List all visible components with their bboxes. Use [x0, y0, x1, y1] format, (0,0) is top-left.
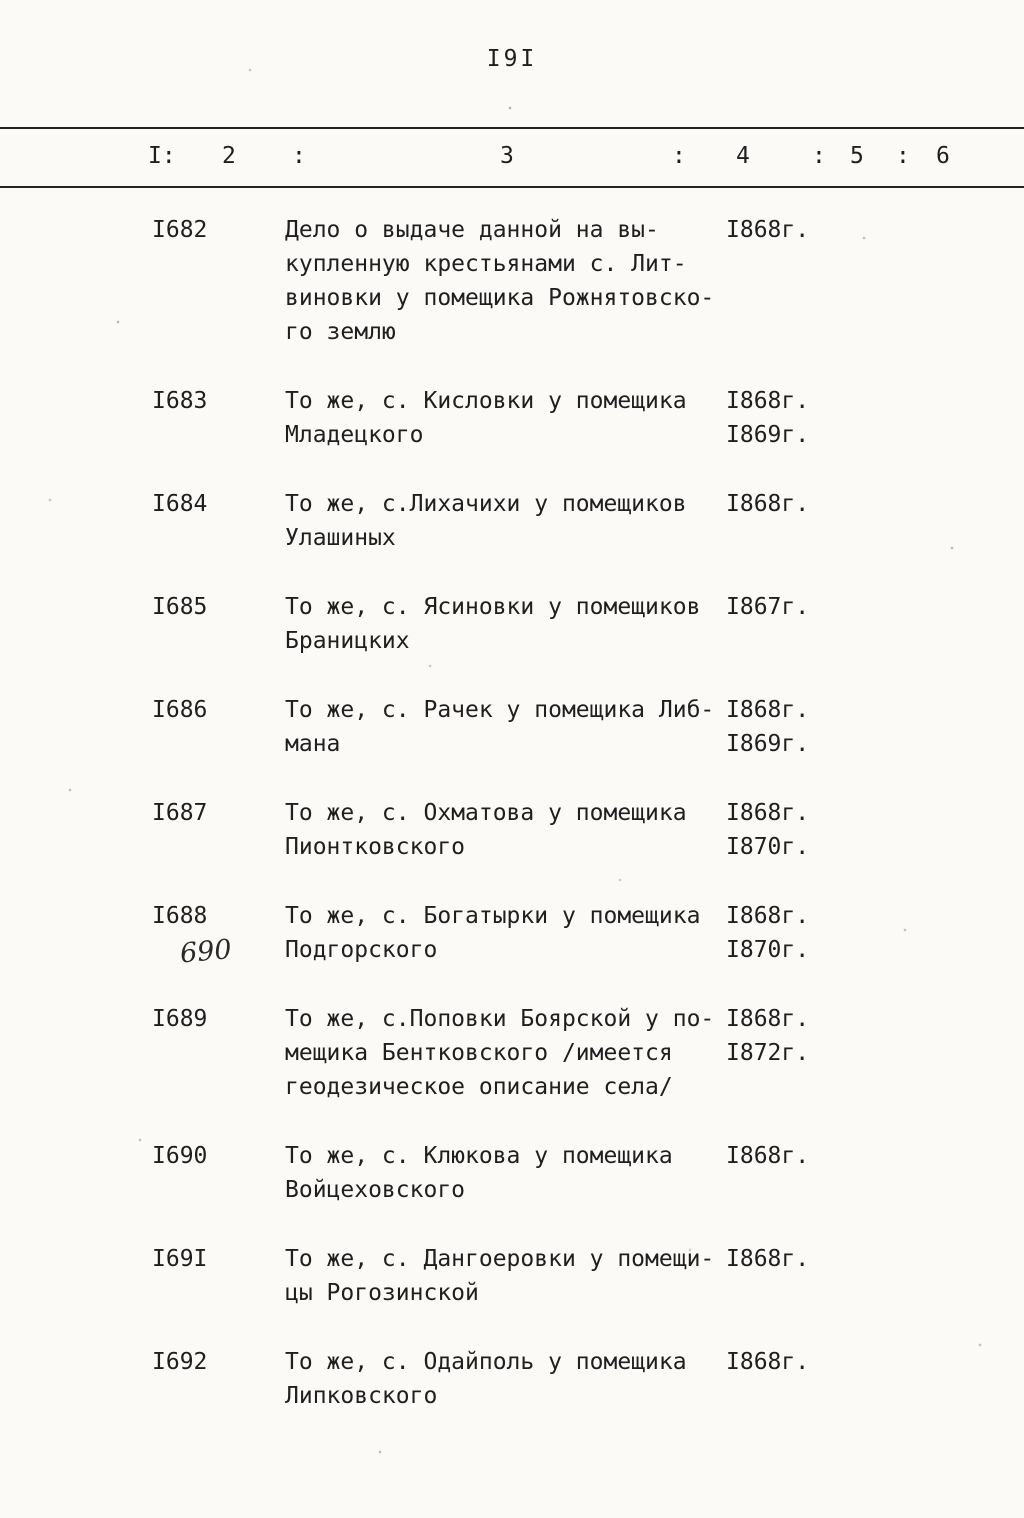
entry-number: I689 — [152, 1006, 208, 1032]
description-line: То же, с. Дангоеровки у помещи- — [285, 1246, 715, 1272]
entry-description — [285, 1345, 720, 1413]
date-line: I869г. — [726, 731, 810, 757]
date-line: I868г. — [726, 1349, 810, 1375]
table-header-rule — [0, 186, 1024, 188]
description-line: То же, с. Рачек у помещика Либ- — [285, 697, 715, 723]
entry-number-cell — [152, 1242, 285, 1276]
description-line: Улашиных — [285, 525, 396, 551]
date-line: I868г. — [726, 217, 810, 243]
entries — [0, 213, 1024, 1448]
entry-number: I692 — [152, 1349, 208, 1375]
entry-number-cell — [152, 796, 285, 830]
entry-dates — [726, 899, 809, 967]
description-line: То же, с. Ясиновки у помещиков — [285, 594, 701, 620]
date-line: I872г. — [726, 1040, 810, 1066]
header-cell-4: 4 — [736, 143, 750, 169]
table-row — [0, 693, 1024, 761]
entry-number: I690 — [152, 1143, 208, 1169]
date-line: I868г. — [726, 1246, 810, 1272]
entry-dates — [726, 384, 809, 452]
description-line: Дело о выдаче данной на вы- — [285, 217, 659, 243]
date-line: I868г. — [726, 491, 810, 517]
date-line: I867г. — [726, 594, 810, 620]
header-cell-1: I: — [148, 143, 176, 169]
header-separator: : — [672, 143, 686, 169]
description-line: мана — [285, 731, 341, 757]
entry-dates — [726, 693, 809, 761]
description-line: Младецкого — [285, 422, 424, 448]
header-cell-3: 3 — [500, 143, 514, 169]
table-header — [0, 143, 1024, 177]
description-line: цы Рогозинской — [285, 1280, 479, 1306]
header-separator: : — [812, 143, 826, 169]
entry-number-cell — [152, 590, 285, 624]
date-line: I868г. — [726, 903, 810, 929]
description-line: То же, с.Поповки Боярской у по- — [285, 1006, 715, 1032]
description-line: Липковского — [285, 1383, 438, 1409]
entry-dates — [726, 1345, 809, 1379]
entry-dates — [726, 1139, 809, 1173]
description-line: го землю — [285, 319, 396, 345]
date-line: I869г. — [726, 422, 810, 448]
entry-number-cell — [152, 1002, 285, 1036]
entry-dates — [726, 1242, 809, 1276]
description-line: То же, с. Клюкова у помещика — [285, 1143, 673, 1169]
table-row — [0, 899, 1024, 970]
table-row — [0, 796, 1024, 864]
table-row — [0, 213, 1024, 349]
header-cell-5: 5 — [850, 143, 864, 169]
entry-number-cell — [152, 213, 285, 247]
date-line: I870г. — [726, 834, 810, 860]
entry-dates — [726, 487, 809, 521]
entry-number: I682 — [152, 217, 208, 243]
table-row — [0, 1242, 1024, 1310]
entry-number: I686 — [152, 697, 208, 723]
date-line: I868г. — [726, 1143, 810, 1169]
page-number: I9I — [486, 46, 538, 72]
date-line: I868г. — [726, 1006, 810, 1032]
table-top-rule — [0, 127, 1024, 129]
description-line: То же, с. Богатырки у помещика — [285, 903, 701, 929]
table-row — [0, 487, 1024, 555]
description-line: мещика Бентковского /имеется — [285, 1040, 673, 1066]
date-line: I868г. — [726, 388, 810, 414]
entry-description — [285, 1002, 720, 1104]
description-line: То же, с.Лихачихи у помещиков — [285, 491, 687, 517]
table-row — [0, 1002, 1024, 1104]
handwritten-annotation: 690 — [178, 934, 233, 970]
header-cell-6: 6 — [936, 143, 950, 169]
description-line: То же, с. Охматова у помещика — [285, 800, 687, 826]
entry-dates — [726, 1002, 809, 1070]
description-line: Пионтковского — [285, 834, 466, 860]
entry-number: I685 — [152, 594, 208, 620]
entry-number-cell — [152, 1345, 285, 1379]
description-line: купленную крестьянами с. Лит- — [285, 251, 687, 277]
entry-description — [285, 1242, 720, 1310]
entry-number: I687 — [152, 800, 208, 826]
entry-description — [285, 487, 720, 555]
entry-number: I683 — [152, 388, 208, 414]
header-separator: : — [896, 143, 910, 169]
entry-description — [285, 899, 720, 967]
header-cell-2: 2 — [222, 143, 236, 169]
entry-dates — [726, 213, 809, 247]
description-line: То же, с. Кисловки у помещика — [285, 388, 687, 414]
description-line: Подгорского — [285, 937, 438, 963]
description-line: Войцеховского — [285, 1177, 466, 1203]
entry-number-cell — [152, 1139, 285, 1173]
date-line: I868г. — [726, 697, 810, 723]
entry-number-cell — [152, 487, 285, 521]
entry-description — [285, 693, 720, 761]
entry-description — [285, 796, 720, 864]
entry-number: I688 — [152, 903, 208, 929]
description-line: То же, с. Одайполь у помещика — [285, 1349, 687, 1375]
entry-number: I69I — [152, 1246, 208, 1272]
description-line: Браницких — [285, 628, 410, 654]
entry-description — [285, 590, 720, 658]
entry-number-cell — [152, 693, 285, 727]
description-line: геодезическое описание села/ — [285, 1074, 673, 1100]
entry-number-cell — [152, 899, 285, 970]
date-line: I870г. — [726, 937, 810, 963]
entry-dates — [726, 590, 809, 624]
header-separator: : — [292, 143, 306, 169]
entry-description — [285, 1139, 720, 1207]
table-row — [0, 590, 1024, 658]
date-line: I868г. — [726, 800, 810, 826]
entry-description — [285, 384, 720, 452]
table-row — [0, 1345, 1024, 1413]
entry-number: I684 — [152, 491, 208, 517]
entry-dates — [726, 796, 809, 864]
description-line: виновки у помещика Рожнятовско- — [285, 285, 715, 311]
table-row — [0, 1139, 1024, 1207]
entry-description — [285, 213, 720, 349]
table-row — [0, 384, 1024, 452]
entry-number-cell — [152, 384, 285, 418]
